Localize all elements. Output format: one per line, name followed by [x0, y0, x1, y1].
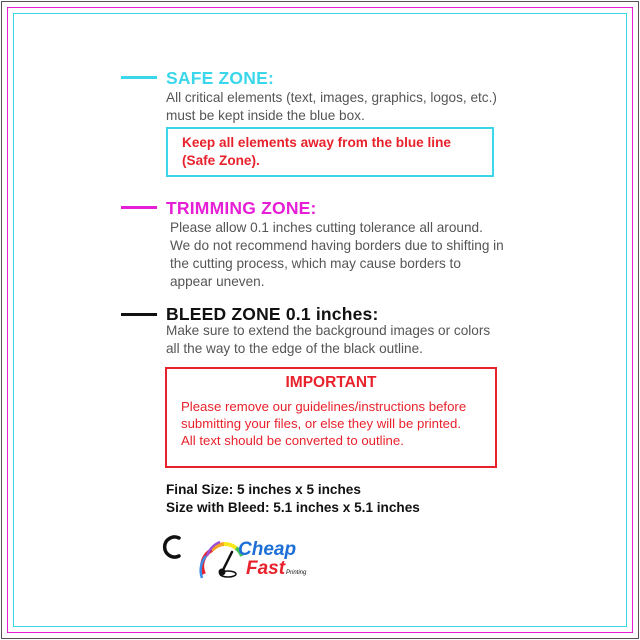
cheap-fast-printing-logo — [198, 534, 324, 582]
logo-word-fast: Fast — [246, 558, 286, 579]
safe-zone-note — [182, 134, 482, 170]
bleed-zone-description — [166, 322, 526, 358]
bleed-zone-line: Make sure to extend the background images or colors — [166, 323, 491, 338]
speedometer-icon — [201, 542, 242, 578]
safe-zone-note-box — [166, 127, 494, 177]
bleed-zone-line: all the way to the edge of the black outline. — [166, 341, 423, 356]
safe-zone-heading: SAFE ZONE: — [166, 68, 274, 88]
safe-zone-description — [166, 89, 526, 125]
safe-zone-legend-line — [121, 76, 157, 79]
bleed-zone-heading: BLEED ZONE 0.1 inches: — [166, 304, 379, 324]
trimming-zone-heading: TRIMMING ZONE: — [166, 198, 317, 218]
trimming-zone-line: appear uneven. — [170, 274, 265, 289]
important-title: IMPORTANT — [285, 374, 377, 391]
important-text — [181, 398, 491, 449]
logo-word-cheap: Cheap — [238, 539, 297, 560]
important-line: submitting your files, or else they will be printed. — [181, 416, 461, 431]
trimming-zone-description — [170, 219, 550, 291]
safe-zone-note-line: Keep all elements away from the blue line — [182, 135, 451, 150]
safe-zone-note-line: (Safe Zone). — [182, 153, 260, 168]
bleed-zone-legend-line — [121, 313, 157, 316]
important-line: Please remove our guidelines/instructions before — [181, 399, 467, 414]
size-info — [166, 481, 526, 517]
safe-zone-line: must be kept inside the blue box. — [166, 108, 365, 123]
bleed-size: Size with Bleed: 5.1 inches x 5.1 inches — [166, 500, 420, 515]
important-notice-box — [165, 367, 497, 468]
safe-zone-line: All critical elements (text, images, graphics, logos, etc.) — [166, 90, 497, 105]
trimming-zone-line: the cutting process, which may cause borders to — [170, 256, 461, 271]
trimming-zone-line: Please allow 0.1 inches cutting tolerance all around. — [170, 220, 483, 235]
trimming-zone-line: We do not recommend having borders due to shifting in — [170, 238, 504, 253]
trimming-zone-legend-line — [121, 206, 157, 209]
crop-corner-icon — [162, 535, 186, 559]
important-line: All text should be converted to outline. — [181, 433, 404, 448]
logo-word-printing: Printing — [286, 570, 307, 576]
final-size: Final Size: 5 inches x 5 inches — [166, 482, 361, 497]
